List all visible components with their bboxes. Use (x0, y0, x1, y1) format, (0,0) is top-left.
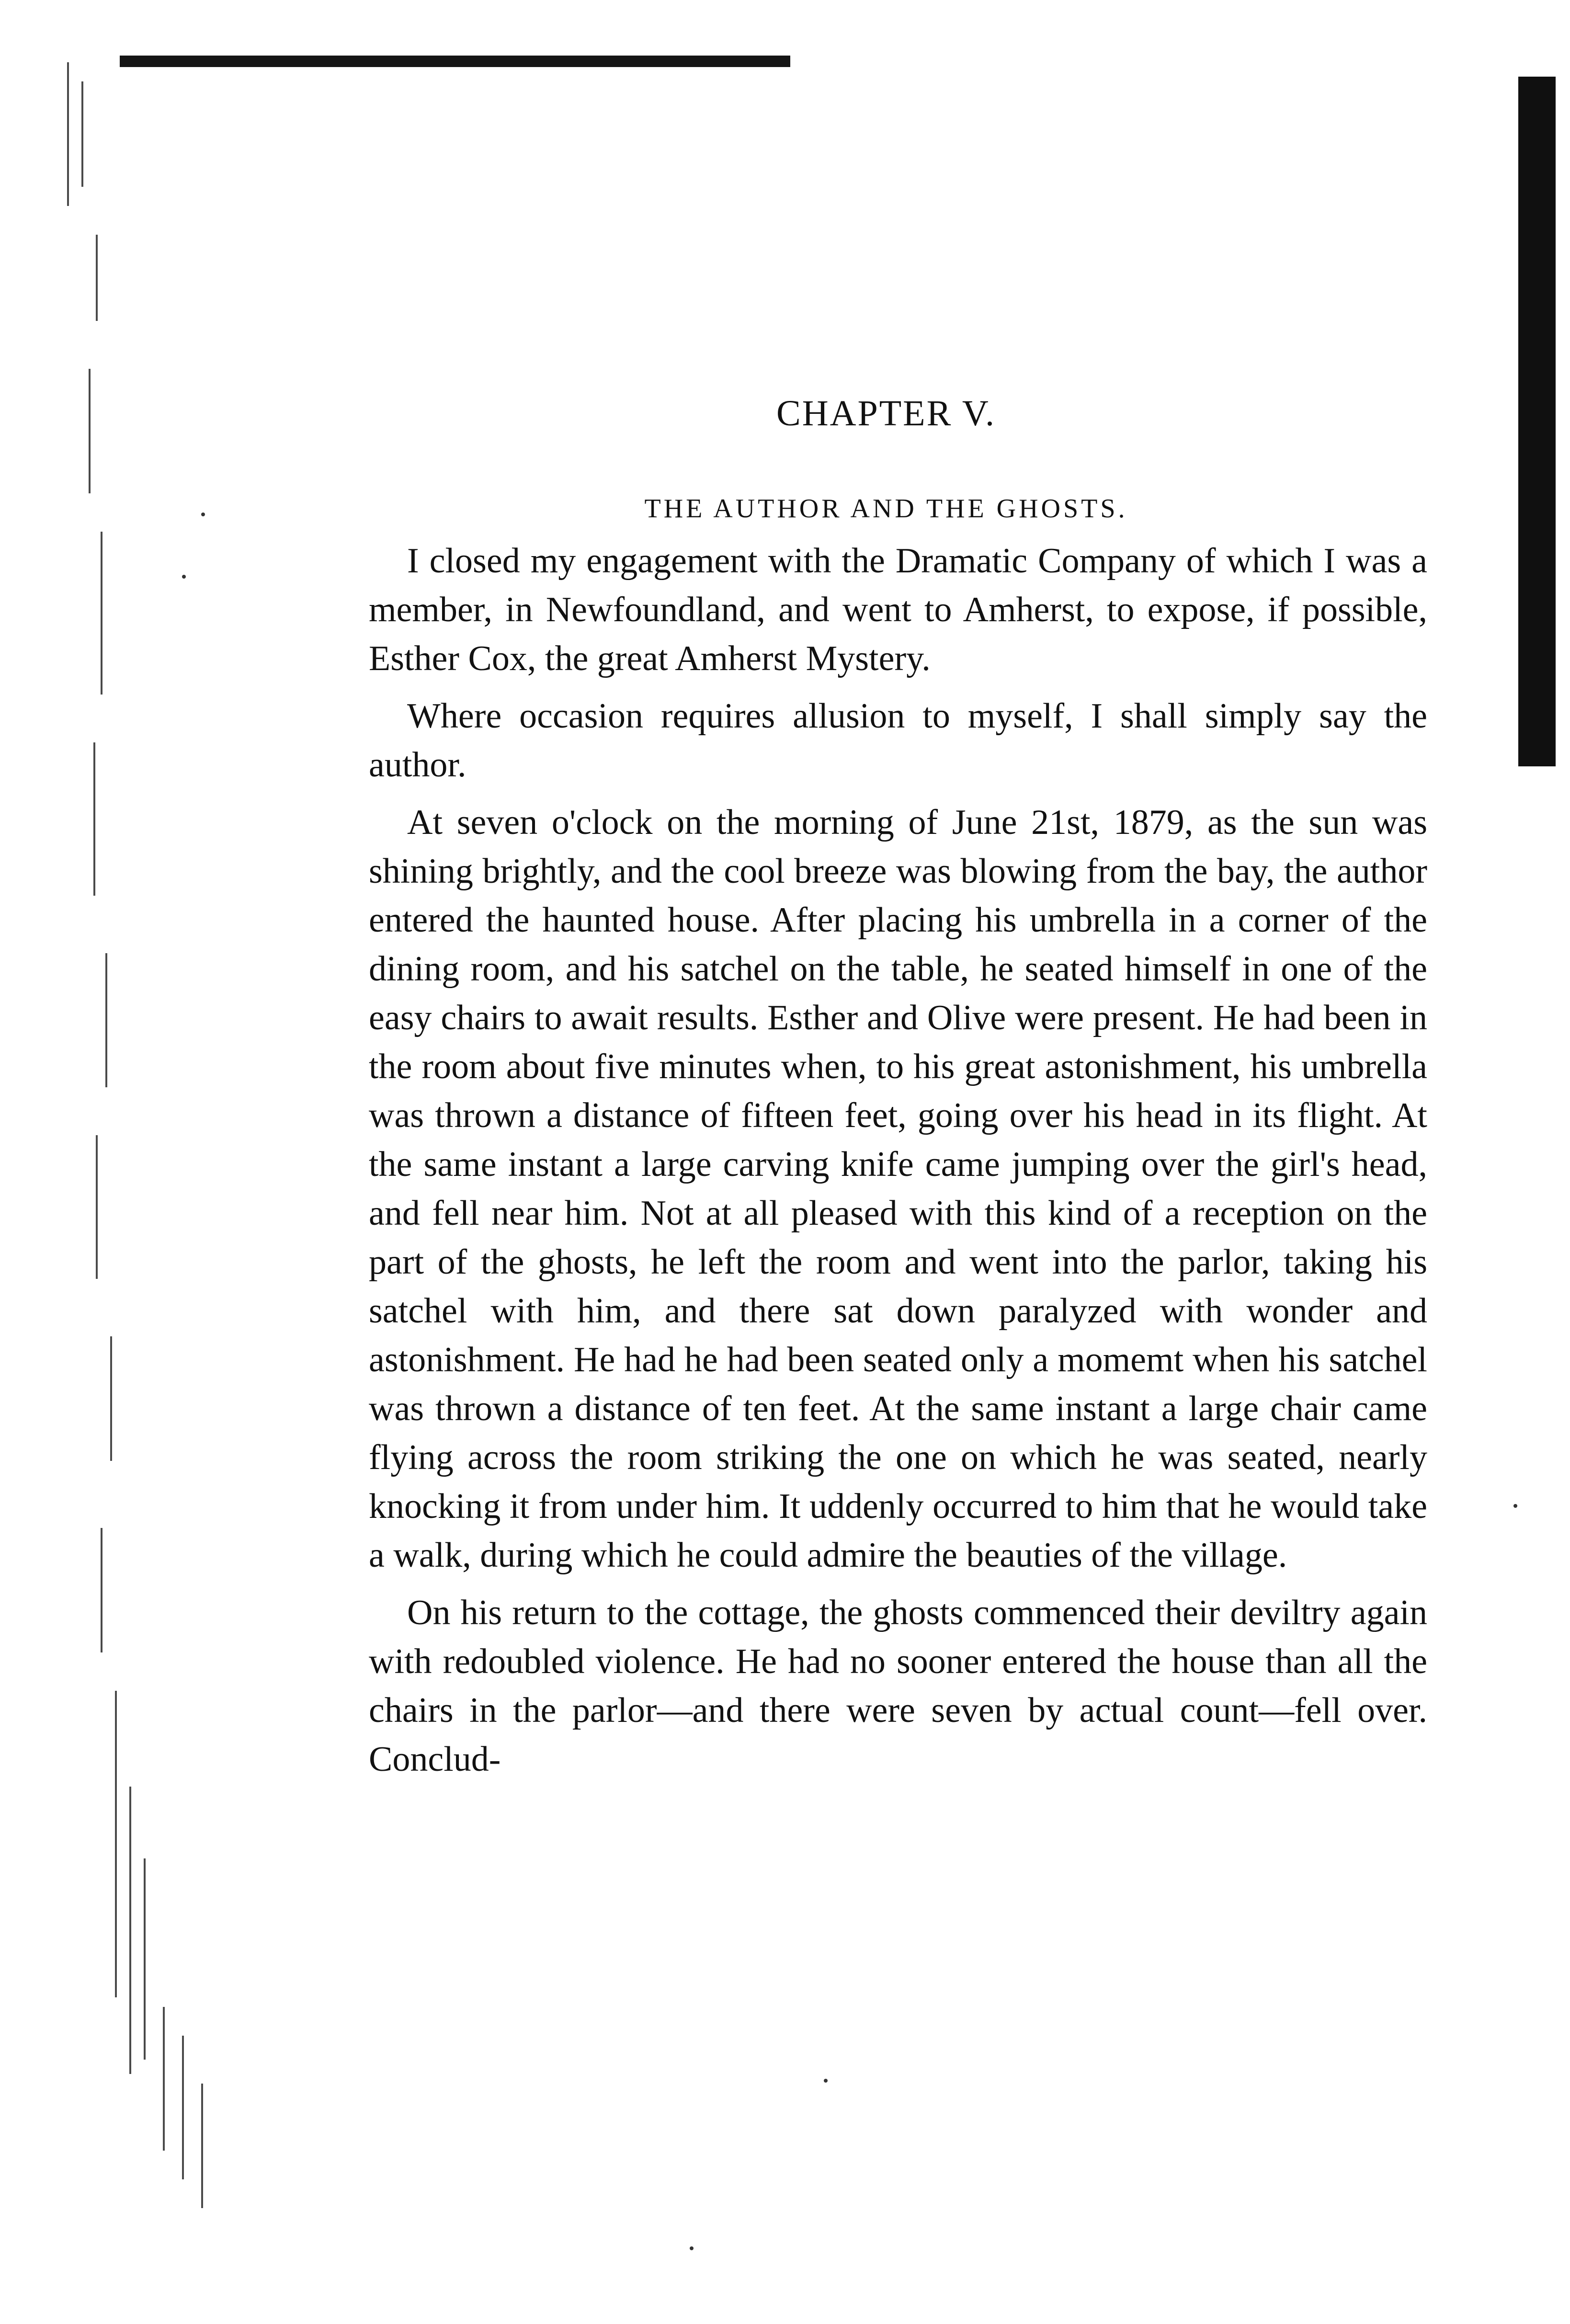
chapter-title: THE AUTHOR AND THE GHOSTS. (644, 494, 1128, 524)
scan-speck (201, 513, 205, 516)
paragraph-2: Where occasion requires allusion to myself, I shall simply say the author. (369, 696, 1427, 785)
scan-speck (1513, 1504, 1517, 1508)
paragraph-4: On his return to the cottage, the ghosts commenced their deviltry again with redoubled violence. He had no sooner entered the house than all the chairs in the parlor—and there were seven by actual count—fell over. Conclud- (369, 1593, 1427, 1779)
paragraph-1: I closed my engagement with the Dramatic Company of which I was a member, in Newfoundland, and went to Amherst, to expose, if possible, Esther Cox, the great Amherst Mystery. (369, 541, 1427, 678)
paragraph-3: At seven o'clock on the morning of June 21st, 1879, as the sun was shining brightly, and the cool breeze was blowing from the bay, the author entered the haunted house. After placing his umbrella in a corner of the dining room, and his satchel on the table, he seated himself in one of the easy chairs to await results. Esther and Olive were present. He had been in the room about five minutes when, to his great astonishment, his umbrella was thrown a distance of fifteen feet, going over his head in its flight. At the same instant a large carving knife came jumping over the girl's head, and fell near him. Not at all pleased with this kind of a reception on the part of the ghosts, he left the room and went into the parlor, taking his satchel with him, and there sat down paralyzed with wonder and astonishment. He had he had been seated only a momemt when his satchel was thrown a distance of ten feet. At the same instant a large chair came flying across the room striking the one on which he was seated, nearly knocking it from under him. It uddenly occurred to him that he would take a walk, during which he could admire the beauties of the village. (369, 803, 1427, 1575)
scan-speck (182, 575, 186, 579)
scan-speck (824, 2079, 828, 2083)
body-text (369, 536, 1427, 1792)
scan-speck (690, 2246, 694, 2250)
chapter-heading: CHAPTER V. (776, 393, 996, 433)
top-rule (120, 56, 790, 67)
